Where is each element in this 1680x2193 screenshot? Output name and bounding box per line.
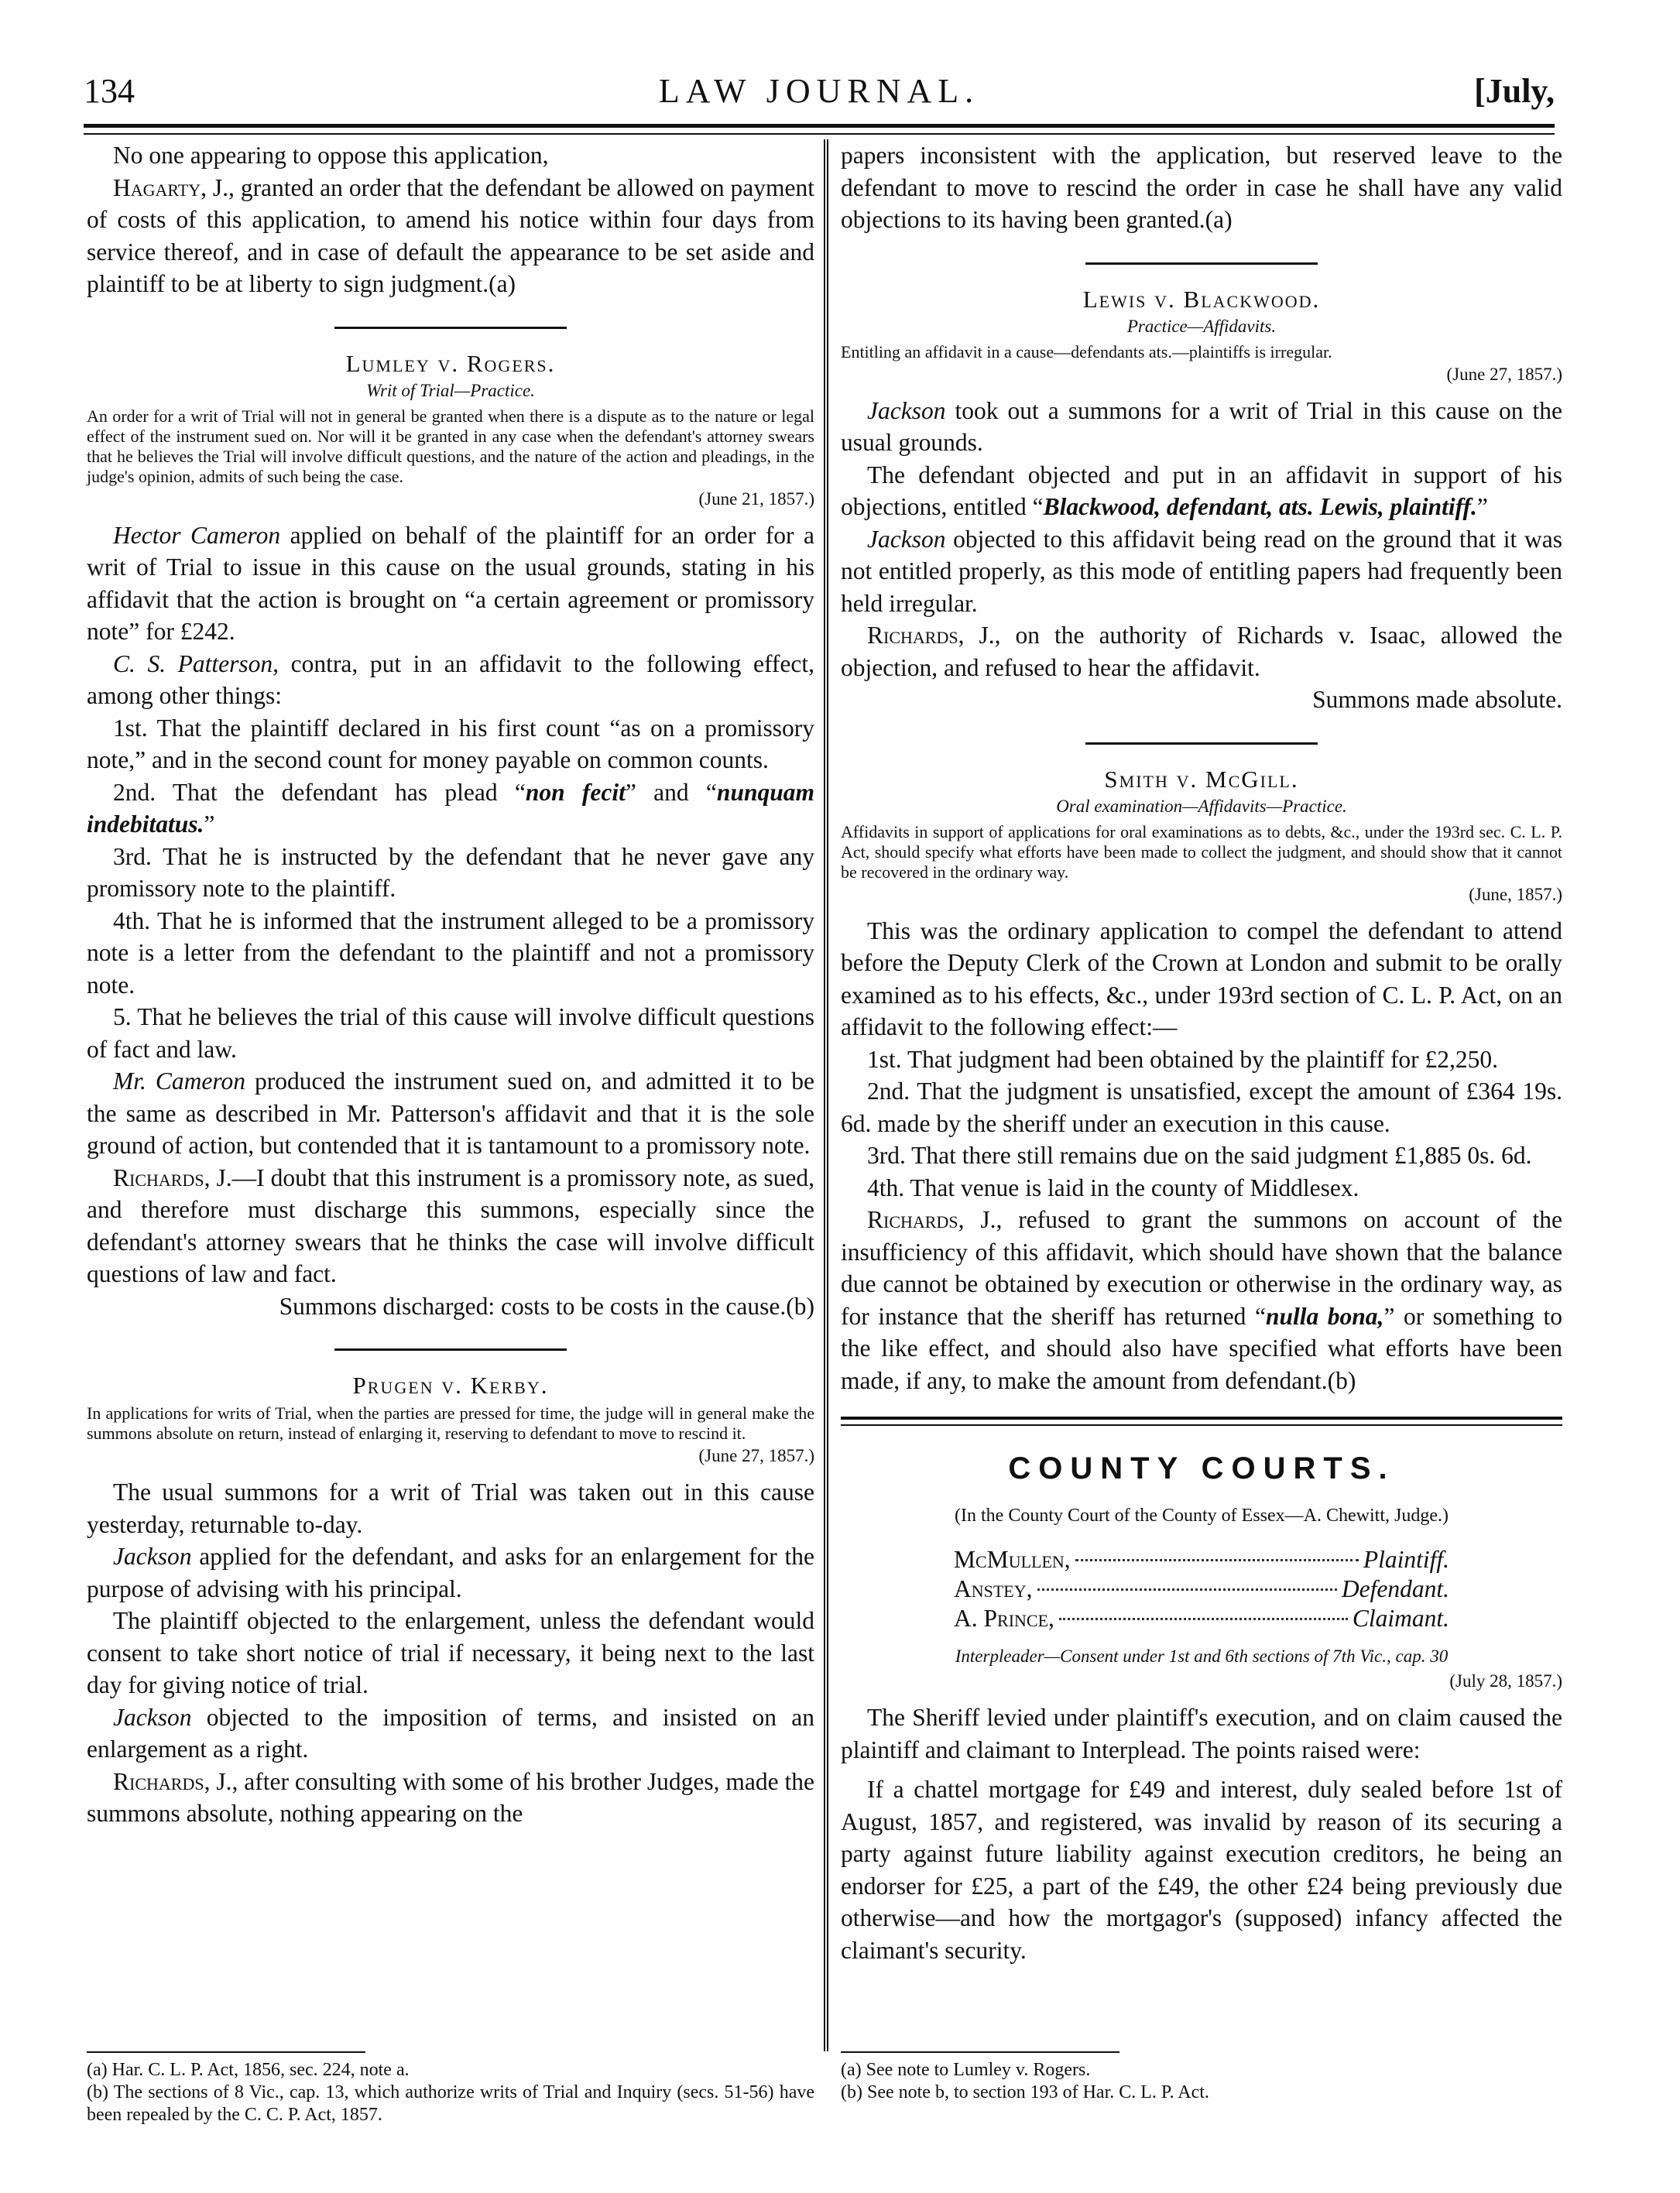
- paragraph: [87, 519, 814, 648]
- judge-name: Richards, J.,: [867, 622, 1001, 649]
- paragraph: 3rd. That he is instructed by the defendant that he never gave any promissory note to the plaintiff.: [87, 842, 814, 902]
- paragraph: 1st. That the plaintiff declared in his first count “as on a promissory note,” and in the second count for money payable on common counts.: [87, 714, 814, 773]
- case-headnote: An order for a writ of Trial will not in general be granted when there is a dispute as to the nature or legal effect of the instrument sued on. Nor will it be granted in any case when the defendant's attorney swears that he believes the Trial will involve difficult questions, and the nature of the action and pleadings, in the judge's opinion, admits of such being the case.: [87, 406, 814, 486]
- case-style: Blackwood, defendant, ats. Lewis, plaintiff.: [1043, 493, 1477, 520]
- paragraph: [87, 648, 814, 712]
- case-title: Lumley v. Rogers.: [345, 349, 556, 377]
- paragraph: The plaintiff objected to the enlargement, unless the defendant would consent to take short notice of trial if necessary, it being next to the last day for giving notice of trial.: [87, 1607, 814, 1698]
- paragraph: The Sheriff levied under plaintiff's execution, and on claim caused the plaintiff and claimant to Interplead. The points raised were:: [841, 1704, 1562, 1763]
- footnote: (a) Har. C. L. P. Act, 1856, sec. 224, note a.: [87, 2060, 410, 2080]
- latin-phrase: non fecit: [525, 778, 626, 806]
- counsel-name: Hector Cameron: [113, 521, 281, 549]
- case-subject: Interpleader—Consent under 1st and 6th sections of 7th Vic., cap. 30: [955, 1646, 1449, 1666]
- case-headnote: Affidavits in support of applications for oral examinations as to debts, &c., under the 193rd sec. C. L. P. Act, should specify what efforts have been made to collect the judgment, and should show that it cannot be recovered in the ordinary way.: [841, 821, 1562, 882]
- left-column: [87, 139, 814, 1830]
- paragraph: [87, 1701, 814, 1766]
- paragraph-text: ”: [204, 810, 215, 838]
- paragraph: No one appearing to oppose this application,: [113, 142, 549, 169]
- party-role: Plaintiff.: [1363, 1546, 1449, 1573]
- case-date: (June, 1857.): [1469, 884, 1562, 904]
- dot-leader: [1059, 1618, 1348, 1620]
- paragraph-text: took out a summons for a writ of Trial in this cause on the usual grounds.: [841, 396, 1562, 456]
- counsel-name: Mr. Cameron: [113, 1067, 245, 1095]
- paragraph: [841, 395, 1562, 459]
- paragraph: [87, 1162, 814, 1290]
- paragraph: This was the ordinary application to compel the defendant to attend before the Deputy Clerk of the Crown at London and submit to be orally examined as to his effects, &c., under 193rd section of C. L. P. Act, on an affidavit to the following effect:—: [841, 917, 1562, 1040]
- counsel-name: C. S. Patterson,: [113, 649, 279, 677]
- footnote: (b) The sections of 8 Vic., cap. 13, which authorize writs of Trial and Inquiry (secs. 51-56) have been repealed by the C. C. P. Act, 1857.: [87, 2082, 814, 2125]
- paragraph: [87, 776, 814, 841]
- party-role: Defendant.: [1341, 1575, 1449, 1602]
- case-date: (July 28, 1857.): [1449, 1671, 1562, 1691]
- paragraph: 4th. That he is informed that the instrument alleged to be a promissory note is a letter from the defendant to the plaintiff and not a promissory note.: [87, 906, 814, 999]
- paragraph-text: contra, put in an affidavit to the following effect, among other things:: [87, 649, 814, 709]
- section-rule: [1085, 262, 1318, 265]
- footnote: (b) See note b, to section 193 of Har. C. L. P. Act.: [841, 2082, 1209, 2102]
- paragraph: papers inconsistent with the application, but reserved leave to the defendant to move to rescind the order in case he shall have any valid objections to its having been granted.(a): [841, 142, 1562, 233]
- parties-list: [954, 1545, 1449, 1633]
- counsel-name: Jackson: [113, 1543, 192, 1570]
- paragraph-text: 2nd. That the defendant has plead “: [113, 778, 526, 806]
- paragraph: 3rd. That there still remains due on the said judgment £1,885 0s. 6d.: [867, 1142, 1532, 1169]
- paragraph: [841, 523, 1562, 620]
- party-name: Anstey,: [954, 1575, 1033, 1602]
- footnote-rule: [841, 2051, 1119, 2053]
- journal-title: LAW JOURNAL.: [658, 72, 980, 110]
- running-head: [84, 71, 1555, 118]
- party-row: [954, 1575, 1449, 1604]
- case-subject: Practice—Affidavits.: [1126, 316, 1277, 336]
- section-rule: [1085, 742, 1318, 745]
- counsel-name: Jackson: [867, 396, 946, 424]
- paragraph: [841, 619, 1562, 684]
- latin-phrase: nunquam indebitatus.: [87, 778, 814, 838]
- case-title: Lewis v. Blackwood.: [1082, 285, 1321, 313]
- case-subject: Oral examination—Affidavits—Practice.: [1056, 796, 1347, 816]
- left-footnotes: [87, 2051, 814, 2126]
- case-date: (June 27, 1857.): [1446, 364, 1562, 384]
- paragraph-text: on the authority of Richards v. Isaac, allowed the objection, and refused to hear the affidavit.: [841, 622, 1563, 681]
- case-date: (June 27, 1857.): [698, 1446, 814, 1465]
- case-title: Prugen v. Kerby.: [352, 1372, 549, 1399]
- paragraph: If a chattel mortgage for £49 and interest, duly sealed before 1st of August, 1857, and registered, was invalid by reason of its securing a party against future liability against execution creditors, he being an endorser for £25, a part of the £49, the other £24 being previously due otherwise—and how the mortgagor's (supposed) infancy affected the claimant's security.: [841, 1776, 1562, 1964]
- paragraph-text: The defendant objected and put in an affidavit in support of his objections, entitled “: [841, 461, 1562, 520]
- case-headnote: Entitling an affidavit in a cause—defendants ats.—plaintiffs is irregular.: [841, 341, 1332, 362]
- dot-leader: [1075, 1559, 1359, 1561]
- right-footnotes: [841, 2051, 1562, 2104]
- paragraph-text: produced the instrument sued on, and admitted it to be the same as described in Mr. Patterson's affidavit and that it is the sole ground of action, but contended that it is tantamount to a promissory note.: [87, 1067, 814, 1159]
- section-rule: [334, 327, 567, 329]
- running-head-month: [July,: [1474, 72, 1555, 110]
- paragraph: The usual summons for a writ of Trial was taken out in this cause yesterday, returnable to-day.: [87, 1479, 814, 1538]
- judge-name: Hagarty, J.,: [113, 173, 235, 201]
- latin-phrase: nulla bona,: [1265, 1302, 1384, 1330]
- header-double-rule: [84, 124, 1555, 135]
- judge-name: Richards, J.,: [867, 1206, 1003, 1233]
- column-divider: [824, 139, 828, 2051]
- paragraph-text: ”: [1476, 493, 1488, 520]
- counsel-name: Jackson: [113, 1703, 192, 1731]
- case-headnote: In applications for writs of Trial, when the parties are pressed for time, the judge will in general make the summons absolute on return, instead of enlarging it, reserving to defendant to move to rescind it.: [87, 1403, 814, 1443]
- paragraph-text: applied on behalf of the plaintiff for an order for a writ of Trial to issue in this cause on the usual grounds, stating in his affidavit that the action is brought on “a certain agreement or promissory note” for £242.: [87, 521, 814, 645]
- paragraph: 1st. That judgment had been obtained by the plaintiff for £2,250.: [867, 1045, 1499, 1073]
- paragraph-text: after consulting with some of his brother Judges, made the summons absolute, nothing appearing on the: [87, 1767, 814, 1827]
- court-line: (In the County Court of the County of Essex—A. Chewitt, Judge.): [955, 1506, 1449, 1526]
- party-row: [954, 1545, 1449, 1575]
- paragraph-text: refused to grant the summons on account of the insufficiency of this affidavit, which should have shown that the balance due cannot be obtained by execution or otherwise in the ordinary way, as for instance that the sheriff has returned “: [841, 1206, 1562, 1330]
- paragraph: [87, 1065, 814, 1162]
- paragraph: [841, 459, 1562, 523]
- paragraph: [87, 1766, 814, 1830]
- ruling: Summons discharged: costs to be costs in the cause.(b): [279, 1292, 814, 1320]
- ruling: Summons made absolute.: [1312, 686, 1562, 713]
- paragraph-text: objected to the imposition of terms, and insisted on an enlargement as a right.: [87, 1703, 814, 1763]
- section-rule: [334, 1348, 567, 1351]
- right-column: [841, 139, 1562, 1966]
- judge-name: Richards, J.,: [113, 1767, 238, 1795]
- counsel-name: Jackson: [867, 525, 946, 553]
- page-number: 134: [84, 72, 135, 110]
- paragraph: 2nd. That the judgment is unsatisfied, except the amount of £364 19s. 6d. made by the sheriff under an execution in this cause.: [841, 1078, 1562, 1137]
- paragraph: 4th. That venue is laid in the county of Middlesex.: [867, 1174, 1359, 1201]
- party-row: [954, 1604, 1449, 1633]
- footnote: (a) See note to Lumley v. Rogers.: [841, 2060, 1091, 2080]
- paragraph-text: ” or something to the like effect, and should also have specified what efforts have been made, if any, to make the amount from defendant.(b): [841, 1302, 1563, 1394]
- section-double-rule: [841, 1417, 1562, 1426]
- paragraph: 5. That he believes the trial of this cause will involve difficult questions of fact and law.: [87, 1003, 814, 1063]
- dot-leader: [1037, 1588, 1337, 1591]
- judge-name: Richards, J.: [113, 1163, 232, 1191]
- paragraph-text: granted an order that the defendant be allowed on payment of costs of this application, to amend his notice within four days from service thereof, and in case of default the appearance to be set aside and plaintiff to be at liberty to sign judgment.(a): [87, 173, 814, 297]
- party-name: McMullen,: [954, 1546, 1071, 1573]
- party-name: A. Prince,: [954, 1605, 1054, 1632]
- paragraph-text: —I doubt that this instrument is a promissory note, as sued, and therefore must discharge this summons, especially since the defendant's attorney swears that he thinks the case will involve difficult questions of law and fact.: [87, 1163, 814, 1287]
- case-subject: Writ of Trial—Practice.: [366, 380, 535, 400]
- party-role: Claimant.: [1352, 1605, 1449, 1632]
- paragraph: [87, 172, 814, 300]
- paragraph-text: applied for the defendant, and asks for an enlargement for the purpose of advising with his principal.: [87, 1543, 814, 1602]
- paragraph: [841, 1204, 1562, 1396]
- case-title: Smith v. McGill.: [1104, 765, 1299, 793]
- footnote-rule: [87, 2051, 365, 2053]
- case-date: (June 21, 1857.): [698, 488, 814, 509]
- paragraph-text: objected to this affidavit being read on the ground that it was not entitled properly, as this mode of entitling papers had frequently been held irregular.: [841, 525, 1562, 617]
- section-heading-county-courts: COUNTY COURTS.: [1008, 1451, 1395, 1485]
- paragraph: [87, 1540, 814, 1605]
- paragraph-text: ” and “: [625, 778, 717, 806]
